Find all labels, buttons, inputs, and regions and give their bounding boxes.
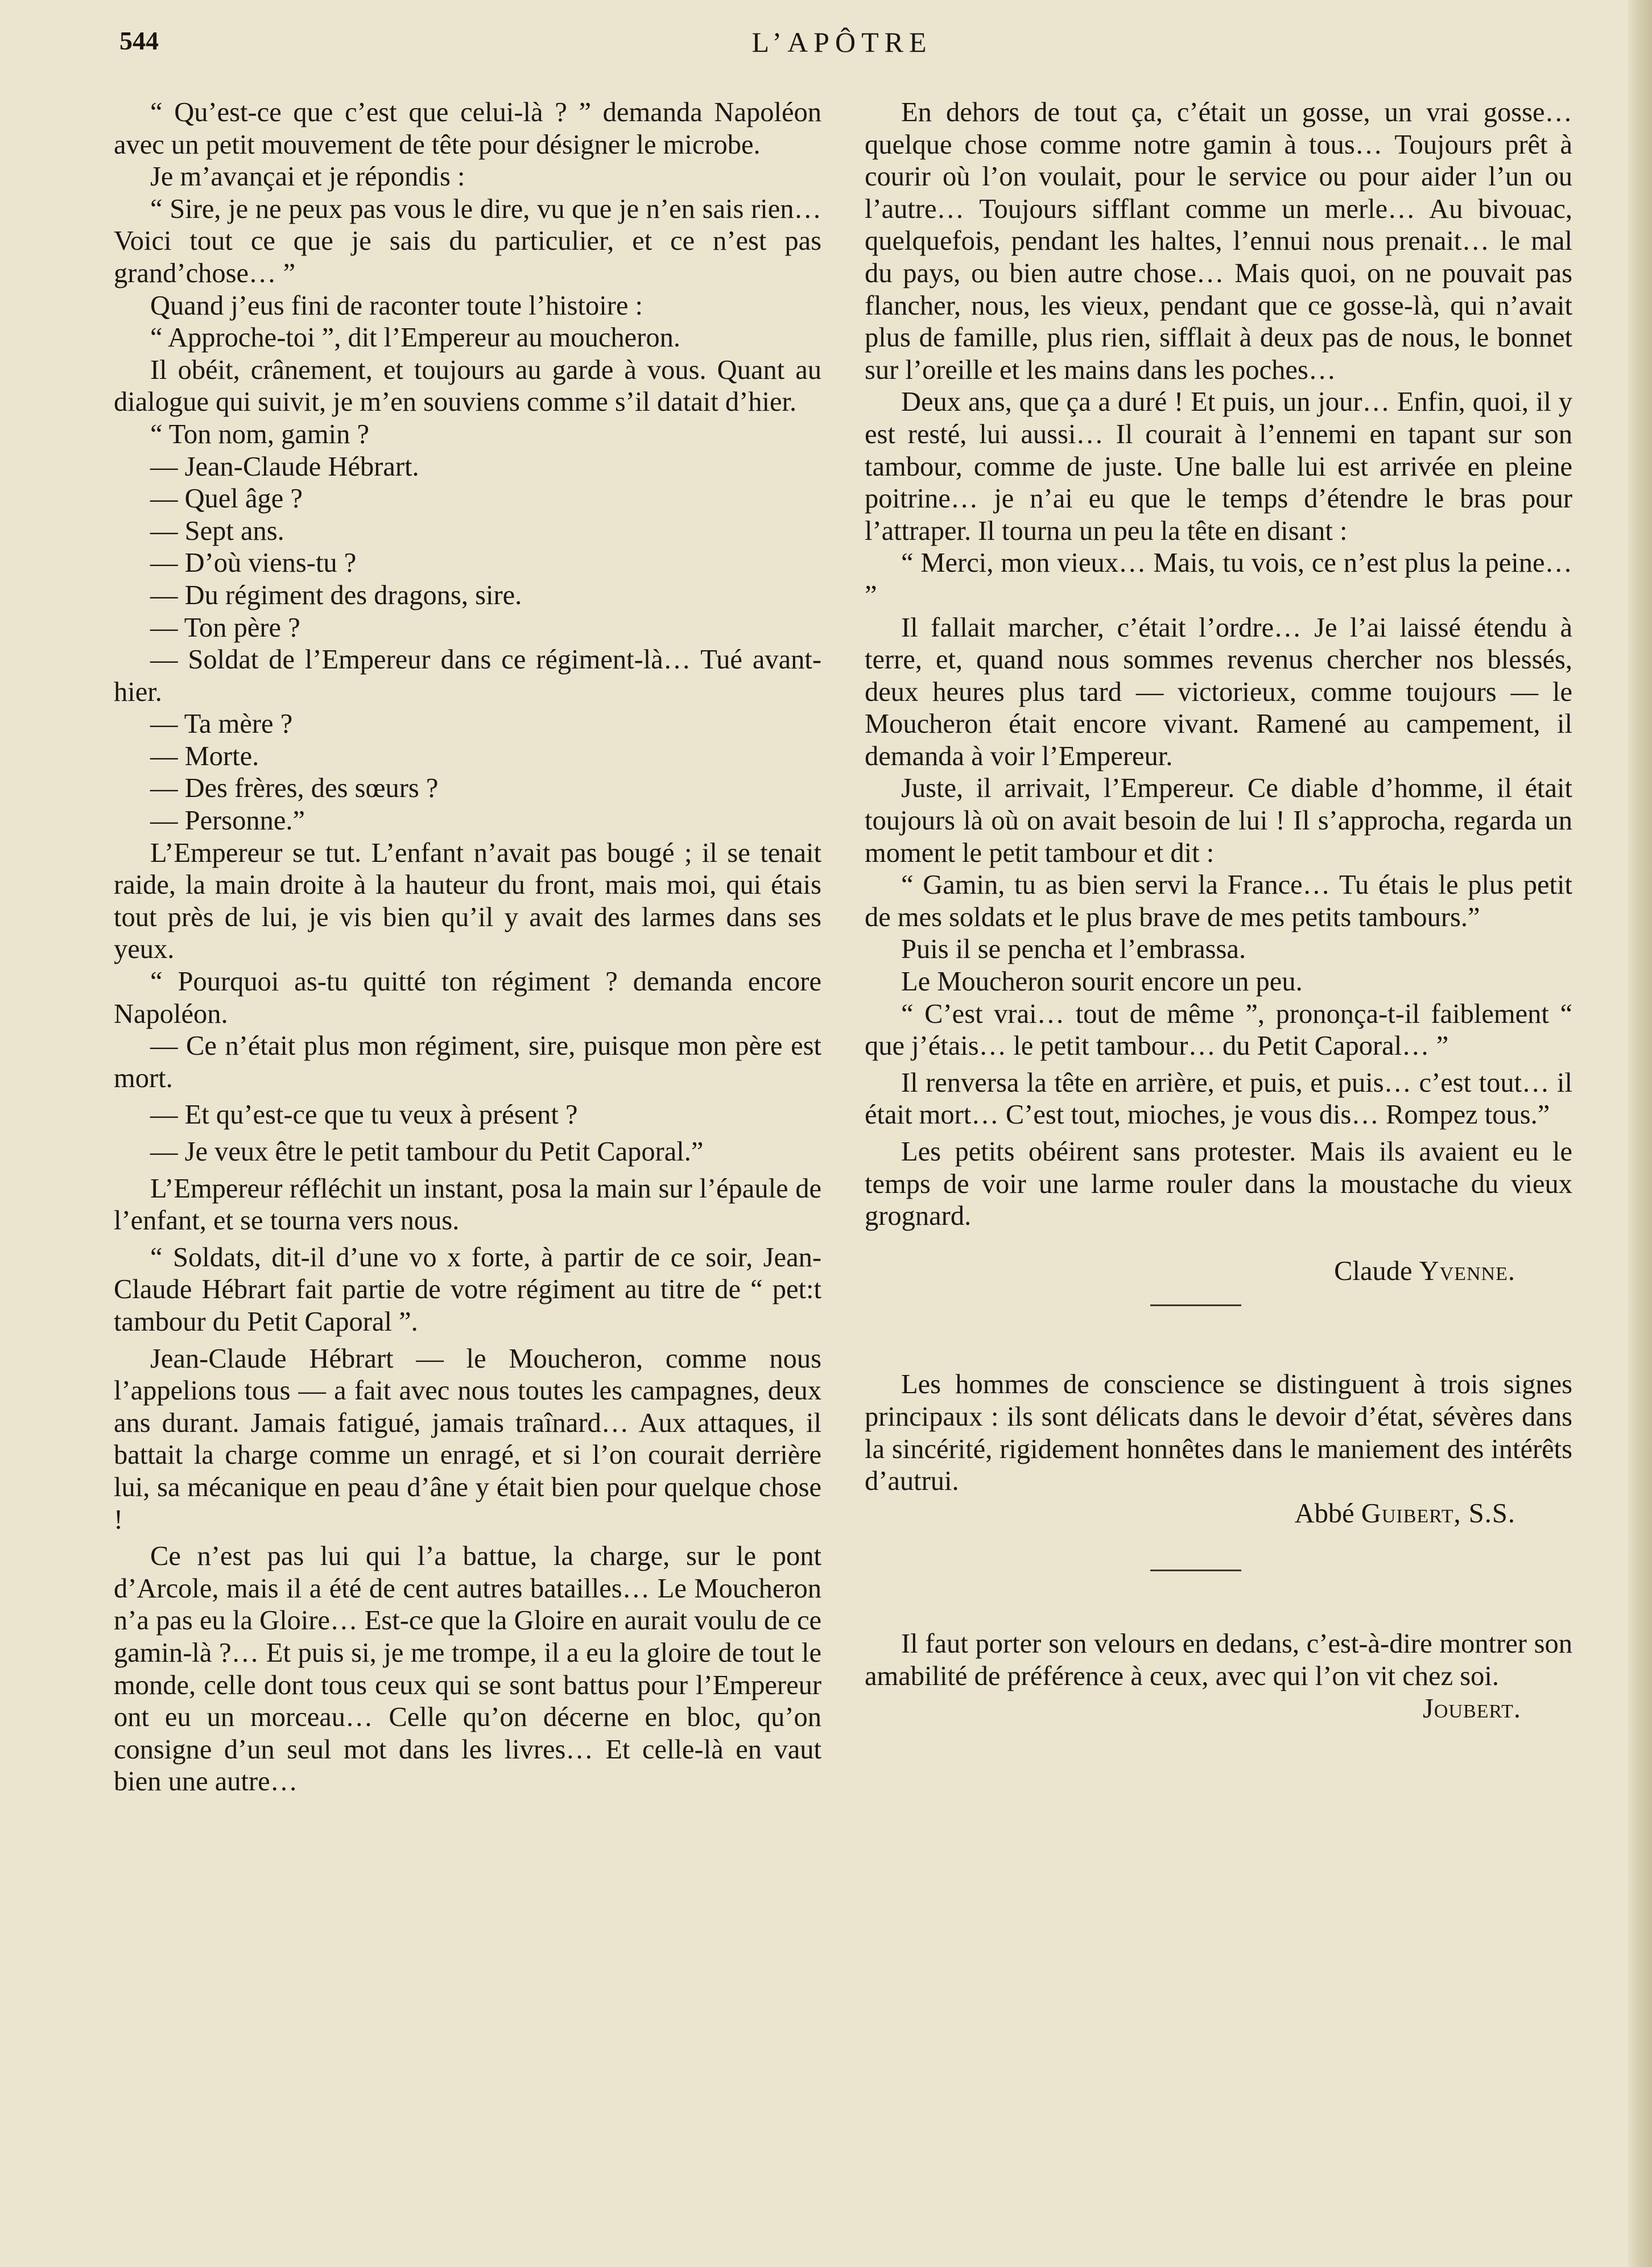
paragraph: — Je veux être le petit tambour du Petit Caporal.” bbox=[150, 1137, 704, 1167]
paragraph: Les petits obéirent sans protester. Mais ils avaient eu le temps de voir une larme rouler dans la moustache du vieux grognard. bbox=[865, 1137, 1572, 1232]
paragraph: — Morte. bbox=[150, 741, 259, 771]
paragraph: “ Ton nom, gamin ? bbox=[150, 419, 369, 449]
paragraph: “ Pourquoi as-tu quitté ton régiment ? demanda encore Napoléon. bbox=[114, 967, 821, 1029]
paragraph: — Des frères, des sœurs ? bbox=[150, 773, 439, 804]
right-column bbox=[865, 97, 1572, 1725]
paragraph: “ Sire, je ne peux pas vous le dire, vu que je n’en sais rien… Voici tout ce que je sais du particulier, et ce n’est pas grand’chose… ” bbox=[114, 193, 821, 288]
paragraph: Juste, il arrivait, l’Empereur. Ce diable d’homme, il était toujours là où on avait besoin de lui ! Il s’approcha, regarda un moment le petit tambour et dit : bbox=[865, 773, 1572, 868]
paragraph: “ Soldats, dit-il d’une vo x forte, à partir de ce soir, Jean-Claude Hébrart fait partie de votre régiment au titre de “ pet:t tambour du Petit Caporal ”. bbox=[114, 1242, 821, 1337]
separator-rule bbox=[1150, 1304, 1241, 1306]
page-header bbox=[119, 26, 1564, 65]
paragraph: L’Empereur réfléchit un instant, posa la main sur l’épaule de l’enfant, et se tourna vers nous. bbox=[114, 1173, 821, 1236]
paragraph: — Soldat de l’Empereur dans ce régiment-là… Tué avant-hier. bbox=[114, 645, 821, 707]
paragraph: Puis il se pencha et l’embrassa. bbox=[901, 934, 1246, 965]
left-column bbox=[114, 97, 821, 1798]
separator-rule bbox=[1150, 1570, 1241, 1571]
paragraph: “ Merci, mon vieux… Mais, tu vois, ce n’est plus la peine… ” bbox=[865, 548, 1572, 610]
paragraph: L’Empereur se tut. L’enfant n’avait pas bougé ; il se tenait raide, la main droite à la hauteur du front, mais moi, qui étais tout près de lui, je vis bien qu’il y avait des larmes dans ses yeux. bbox=[114, 837, 821, 965]
paragraph: — D’où viens-tu ? bbox=[150, 548, 357, 579]
paragraph: “ Gamin, tu as bien servi la France… Tu étais le plus petit de mes soldats et le plus brave de mes petits tambours.” bbox=[865, 870, 1572, 932]
page-number: 544 bbox=[119, 26, 159, 55]
paragraph: “ Approche-toi ”, dit l’Empereur au moucheron. bbox=[150, 323, 680, 353]
paragraph: Il renversa la tête en arrière, et puis, et puis… c’est tout… il était mort… C’est tout, mioches, je vous dis… Rompez tous.” bbox=[865, 1067, 1572, 1130]
paragraph: — Et qu’est-ce que tu veux à présent ? bbox=[150, 1100, 578, 1130]
paragraph: Quand j’eus fini de raconter toute l’histoire : bbox=[150, 290, 643, 321]
paragraph: — Jean-Claude Hébrart. bbox=[150, 451, 419, 482]
paragraph: “ C’est vrai… tout de même ”, prononça-t-il faiblement “ que j’étais… le petit tambour… du Petit Caporal… ” bbox=[865, 998, 1572, 1062]
paragraph: “ Qu’est-ce que c’est que celui-là ? ” demanda Napoléon avec un petit mouvement de tête pour désigner le microbe. bbox=[114, 97, 821, 160]
paragraph: Il obéit, crânement, et toujours au garde à vous. Quant au dialogue qui suivit, je m’en souviens comme s’il datait d’hier. bbox=[114, 354, 821, 418]
paragraph: — Personne.” bbox=[150, 806, 305, 836]
paragraph: Ce n’est pas lui qui l’a battue, la charge, sur le pont d’Arcole, mais il a été de cent autres batailles… Le Moucheron n’a pas eu la Gloire… Est-ce que la Gloire en aurait voulu de ce gamin-là ?… Et puis si, je me trompe, il a eu la gloire de tout le monde, celle dont tous ceux qui se sont battus pour l’Empereur ont eu un morceau… Celle qu’on décerne en bloc, qu’on consigne d’un seul mot dans les livres… Et celle-là en vaut bien une autre… bbox=[114, 1541, 821, 1797]
quote-joubert: Il faut porter son velours en dedans, c’est-à-dire montrer son amabilité de préférence à ceux, avec qui l’on vit chez soi. bbox=[865, 1629, 1572, 1691]
paragraph: — Ce n’était plus mon régiment, sire, puisque mon père est mort. bbox=[114, 1031, 821, 1093]
paragraph: Le Moucheron sourit encore un peu. bbox=[901, 967, 1303, 997]
signature-yvenne: Claude Yvenne. bbox=[1334, 1256, 1515, 1286]
paragraph: Jean-Claude Hébrart — le Moucheron, comme nous l’appelions tous — a fait avec nous toutes les campagnes, deux ans durant. Jamais fatigué, jamais traînard… Aux attaques, il battait la charge comme un enragé, et si l’on courait derrière lui, sa mécanique en peau d’âne y était bien pour quelque chose ! bbox=[114, 1343, 821, 1535]
page-edge bbox=[1628, 0, 1652, 2267]
signature-guibert: Abbé Guibert, S.S. bbox=[1294, 1498, 1515, 1529]
paragraph: — Ton père ? bbox=[150, 612, 300, 643]
paragraph: — Ta mère ? bbox=[150, 709, 293, 740]
paragraph: En dehors de tout ça, c’était un gosse, un vrai gosse… quelque chose comme notre gamin à tous… Toujours prêt à courir où l’on voulait, pour le service ou pour aider l’un ou l’autre… Toujours sifflant comme un merle… Au bivouac, quelquefois, pendant les haltes, l’ennui nous prenait… le mal du pays, ou bien autre chose… Mais quoi, on ne pouvait pas flancher, nous, les vieux, pendant que ce gosse-là, qui n’avait plus de famille, plus rien, sifflait à deux pas de nous, le bonnet sur l’oreille et les mains dans les poches… bbox=[865, 97, 1572, 385]
paragraph: Je m’avançai et je répondis : bbox=[150, 162, 465, 192]
paragraph: Il fallait marcher, c’était l’ordre… Je l’ai laissé étendu à terre, et, quand nous sommes revenus chercher nos blessés, deux heures plus tard — victorieux, comme toujours — le Moucheron était encore vivant. Ramené au campement, il demanda à voir l’Empereur. bbox=[865, 612, 1572, 771]
paragraph: — Quel âge ? bbox=[150, 484, 303, 514]
paragraph: Deux ans, que ça a duré ! Et puis, un jour… Enfin, quoi, il y est resté, lui aussi… Il courait à l’ennemi en tapant sur son tambour, comme de juste. Une balle lui est arrivée en pleine poitrine… je n’ai eu que le temps d’étendre le bras pour l’attraper. Il tourna un peu la tête en disant : bbox=[865, 387, 1572, 546]
paragraph: — Du régiment des dragons, sire. bbox=[150, 580, 522, 610]
quote-guibert: Les hommes de conscience se distinguent à trois signes principaux : ils sont délicats dans le devoir d’état, sévères dans la sincérité, rigidement honnêtes dans le maniement des intérêts d’autrui. bbox=[865, 1369, 1572, 1497]
running-title: L’APÔTRE bbox=[751, 26, 932, 58]
signature-joubert: Joubert. bbox=[1423, 1693, 1521, 1724]
paragraph: — Sept ans. bbox=[150, 515, 284, 546]
